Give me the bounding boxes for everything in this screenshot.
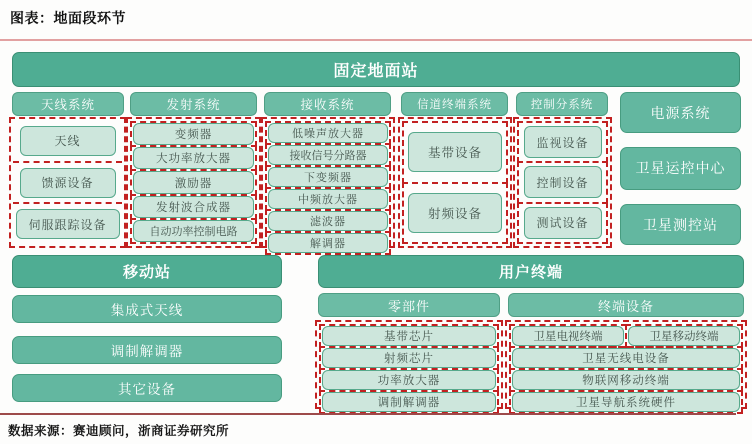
box-feed-equipment: 馈源设备 <box>20 168 116 198</box>
box-rf-chip: 射频芯片 <box>322 348 496 368</box>
rf-chip-wrap <box>319 346 499 370</box>
box-test-equipment: 测试设备 <box>524 207 602 239</box>
components-header: 零部件 <box>318 293 500 317</box>
control-wrap <box>517 161 608 203</box>
box-auto-power-control-circuit: 自动功率控制电路 <box>133 220 254 242</box>
servo-tracking-cell <box>13 204 122 244</box>
box-rf-equipment: 射频设备 <box>408 193 502 233</box>
box-power-amplifier: 功率放大器 <box>322 370 496 390</box>
box-receive-signal-splitter: 接收信号分路器 <box>268 145 388 165</box>
iot-mobile-terminal-wrap <box>509 368 743 392</box>
antenna-system-group <box>9 117 126 248</box>
top-rule <box>0 39 752 41</box>
box-transmit-wave-synthesizer: 发射波合成器 <box>133 196 254 218</box>
box-high-power-amplifier: 大功率放大器 <box>133 147 254 169</box>
modem-chip-wrap <box>319 390 499 414</box>
demodulator-wrap <box>265 231 391 255</box>
box-satellite-operation-control-center: 卫星运控中心 <box>620 147 741 190</box>
box-modem-mobile: 调制解调器 <box>12 336 282 364</box>
channel-terminal-group <box>398 117 512 248</box>
monitor-wrap <box>517 121 608 163</box>
terminal-devices-row <box>509 324 743 348</box>
wave-synth-wrap <box>130 194 257 220</box>
box-frequency-converter: 变频器 <box>133 123 254 145</box>
box-other-equipment: 其它设备 <box>12 374 282 402</box>
box-satellite-radio-equipment: 卫星无线电设备 <box>512 348 740 368</box>
col-header-receive-system: 接收系统 <box>264 92 391 116</box>
lna-wrap <box>265 121 391 145</box>
satellite-mobile-terminal-wrap <box>625 324 743 348</box>
box-baseband-chip: 基带芯片 <box>322 326 496 346</box>
power-amp-wrap <box>130 145 257 171</box>
box-integrated-antenna: 集成式天线 <box>12 295 282 323</box>
box-low-noise-amplifier: 低噪声放大器 <box>268 123 388 143</box>
box-if-amplifier: 中频放大器 <box>268 189 388 209</box>
box-power-system: 电源系统 <box>620 92 741 133</box>
box-servo-tracking-equipment: 伺服跟踪设备 <box>16 209 120 239</box>
box-iot-mobile-terminal: 物联网移动终端 <box>512 370 740 390</box>
rf-wrap <box>402 182 508 245</box>
terminal-devices-header: 终端设备 <box>508 293 744 317</box>
col-header-channel-terminal-system: 信道终端系统 <box>401 92 508 116</box>
filter-wrap <box>265 209 391 233</box>
power-amplifier-wrap <box>319 368 499 392</box>
exciter-wrap <box>130 169 257 195</box>
antenna-cell <box>13 121 122 163</box>
box-antenna: 天线 <box>20 126 116 156</box>
bottom-rule <box>0 413 736 415</box>
satellite-tv-terminal-wrap <box>509 324 627 348</box>
downconverter-wrap <box>265 165 391 189</box>
box-baseband-equipment: 基带设备 <box>408 132 502 172</box>
box-control-equipment: 控制设备 <box>524 166 602 198</box>
col-header-antenna-system: 天线系统 <box>12 92 124 116</box>
box-modem-component: 调制解调器 <box>322 392 496 412</box>
box-monitor-equipment: 监视设备 <box>524 126 602 158</box>
converter-wrap <box>130 121 257 147</box>
box-exciter: 激励器 <box>133 171 254 193</box>
control-subsystem-group <box>513 117 612 248</box>
box-satellite-ttc-station: 卫星测控站 <box>620 204 741 245</box>
satnav-hardware-wrap <box>509 390 743 414</box>
transmit-system-group <box>126 117 261 248</box>
box-demodulator: 解调器 <box>268 233 388 253</box>
box-satnav-system-hardware: 卫星导航系统硬件 <box>512 392 740 412</box>
feed-equipment-cell <box>13 163 122 205</box>
auto-power-wrap <box>130 218 257 244</box>
box-satellite-tv-terminal: 卫星电视终端 <box>512 326 624 346</box>
user-terminal-header: 用户终端 <box>318 255 744 288</box>
mobile-station-header: 移动站 <box>12 255 282 288</box>
satellite-radio-wrap <box>509 346 743 370</box>
data-source: 数据来源：赛迪顾问，浙商证券研究所 <box>8 424 230 438</box>
baseband-wrap <box>402 121 508 184</box>
components-group <box>315 320 503 409</box>
receive-system-group <box>261 117 395 248</box>
splitter-wrap <box>265 143 391 167</box>
box-satellite-mobile-terminal: 卫星移动终端 <box>628 326 740 346</box>
test-wrap <box>517 202 608 244</box>
fixed-station-header: 固定地面站 <box>12 52 740 87</box>
box-down-converter: 下变频器 <box>268 167 388 187</box>
if-amp-wrap <box>265 187 391 211</box>
col-header-control-subsystem: 控制分系统 <box>516 92 608 116</box>
box-filter: 滤波器 <box>268 211 388 231</box>
col-header-transmit-system: 发射系统 <box>130 92 257 116</box>
baseband-chip-wrap <box>319 324 499 348</box>
terminal-devices-group <box>505 320 747 409</box>
figure-title: 图表：地面段环节 <box>10 10 126 26</box>
